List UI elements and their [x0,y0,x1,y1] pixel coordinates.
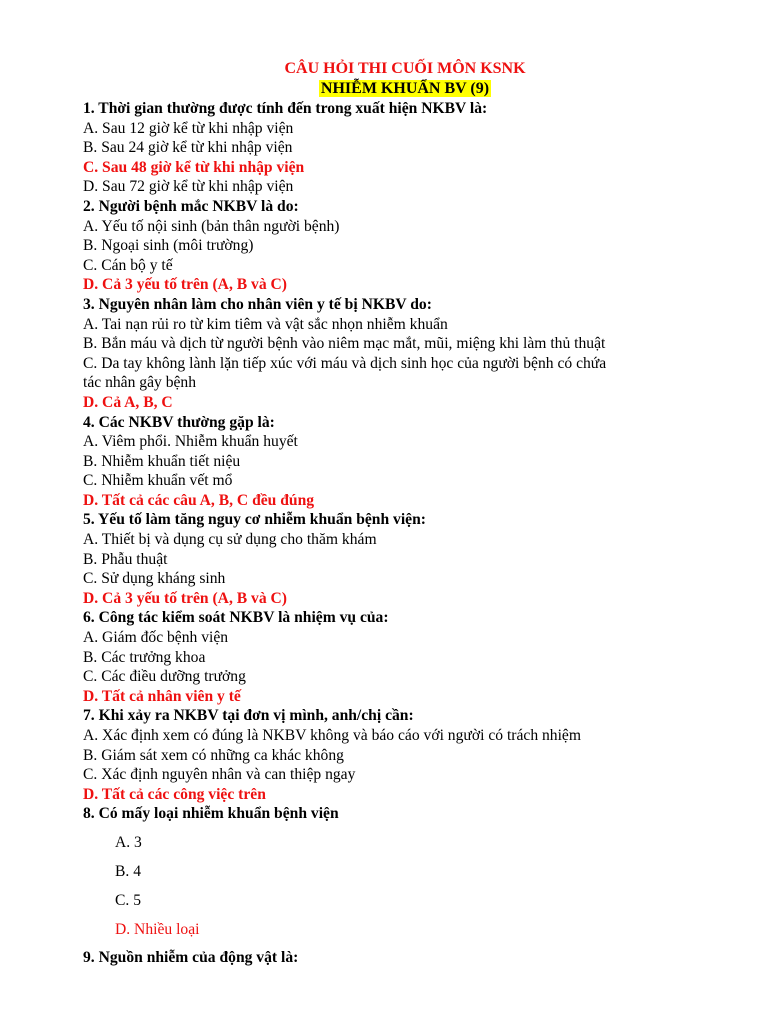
question-4: 4. Các NKBV thường gặp là: [83,413,275,431]
question-7: 7. Khi xảy ra NKBV tại đơn vị mình, anh/chị cần: [83,707,414,725]
q1-option-c-correct: C. Sau 48 giờ kể từ khi nhập viện [83,158,305,176]
document-subtitle [0,79,768,98]
q1-option-d: D. Sau 72 giờ kể từ khi nhập viện [83,178,294,196]
q7-option-b: B. Giám sát xem có những ca khác không [83,746,344,764]
question-3: 3. Nguyên nhân làm cho nhân viên y tế bị NKBV do: [83,295,432,313]
q4-option-a: A. Viêm phổi. Nhiễm khuẩn huyết [83,433,298,451]
q7-option-a: A. Xác định xem có đúng là NKBV không và báo cáo với người có trách nhiệm [83,727,581,744]
q2-option-d-correct: D. Cả 3 yếu tố trên (A, B và C) [83,276,287,294]
question-8: 8. Có mấy loại nhiễm khuẩn bệnh viện [83,805,339,823]
q5-option-d-correct: D. Cả 3 yếu tố trên (A, B và C) [83,589,287,607]
q4-option-c: C. Nhiễm khuẩn vết mổ [83,472,233,490]
q4-option-d-correct: D. Tất cả các câu A, B, C đều đúng [83,491,315,509]
q6-option-d-correct: D. Tất cả nhân viên y tế [83,687,241,705]
q8-option-a: A. 3 [115,834,142,851]
q2-option-b: B. Ngoại sinh (môi trường) [83,237,254,255]
q8-option-b: B. 4 [115,863,141,880]
q2-option-a: A. Yếu tố nội sinh (bản thân người bệnh) [83,217,340,235]
q6-option-a: A. Giám đốc bệnh viện [83,629,229,647]
q3-option-b: B. Bắn máu và dịch từ người bệnh vào niêm mạc mắt, mũi, miệng khi làm thủ thuật [83,335,606,353]
q1-option-a: A. Sau 12 giờ kể từ khi nhập viện [83,119,294,137]
q4-option-b: B. Nhiễm khuẩn tiết niệu [83,452,241,470]
question-6: 6. Công tác kiểm soát NKBV là nhiệm vụ của: [83,609,389,627]
q8-option-d-correct: D. Nhiều loại [115,921,200,938]
question-1: 1. Thời gian thường được tính đến trong xuất hiện NKBV là: [83,100,488,117]
question-5: 5. Yếu tố làm tăng nguy cơ nhiễm khuẩn bệnh viện: [83,511,426,529]
q7-option-d-correct: D. Tất cả các công việc trên [83,785,266,803]
q5-option-b: B. Phẫu thuật [83,550,168,568]
q6-option-c: C. Các điều dưỡng trưởng [83,668,246,686]
q5-option-a: A. Thiết bị và dụng cụ sử dụng cho thăm khám [83,531,377,549]
q8-option-c: C. 5 [115,892,141,909]
q3-option-d-correct: D. Cả A, B, C [83,393,173,411]
q5-option-c: C. Sử dụng kháng sinh [83,570,226,588]
subtitle-highlight: NHIỄM KHUẨN BV (9) [320,80,490,97]
q7-option-c: C. Xác định nguyên nhân và can thiệp ngay [83,766,356,784]
q1-option-b: B. Sau 24 giờ kể từ khi nhập viện [83,139,293,157]
q3-option-c: C. Da tay không lành lặn tiếp xúc với máu và dịch sinh học của người bệnh có chứa [83,354,607,372]
question-list [83,99,723,824]
q3-option-a: A. Tai nạn rủi ro từ kim tiêm và vật sắc nhọn nhiễm khuẩn [83,315,448,333]
q6-option-b: B. Các trưởng khoa [83,648,206,666]
question-2: 2. Người bệnh mắc NKBV là do: [83,197,299,215]
q2-option-c: C. Cán bộ y tế [83,256,173,274]
document-title: CÂU HỎI THI CUỐI MÔN KSNK [284,60,526,77]
q3-option-c-continued: tác nhân gây bệnh [83,374,197,392]
question-9: 9. Nguồn nhiễm của động vật là: [83,949,299,966]
